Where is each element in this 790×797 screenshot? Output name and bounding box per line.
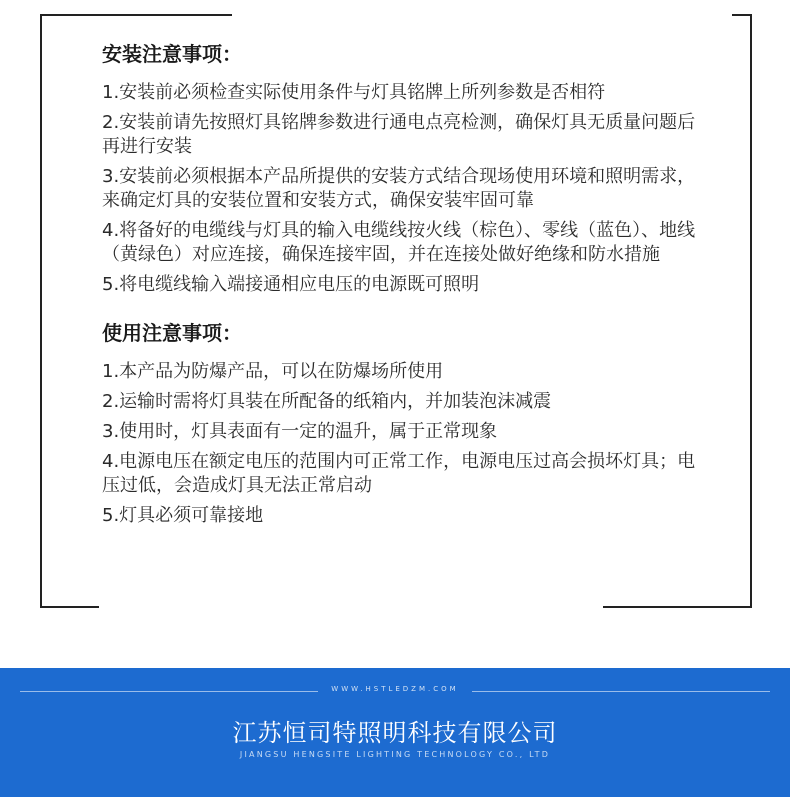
install-item-2: 2.安装前请先按照灯具铭牌参数进行通电点亮检测，确保灯具无质量问题后再进行安装 — [102, 112, 696, 157]
frame-top-right — [732, 14, 752, 16]
usage-item-1: 1.本产品为防爆产品，可以在防爆场所使用 — [102, 361, 444, 382]
usage-item-2: 2.运输时需将灯具装在所配备的纸箱内，并加装泡沫减震 — [102, 391, 552, 412]
company-name-cn: 江苏恒司特照明科技有限公司 — [232, 719, 558, 747]
usage-item-5: 5.灯具必须可靠接地 — [102, 505, 264, 526]
install-item-3: 3.安装前必须根据本产品所提供的安装方式结合现场使用环境和照明需求，来确定灯具的安装位置和安装方式，确保安装牢固可靠 — [102, 166, 696, 211]
company-name-en: JIANGSU HENGSITE LIGHTING TECHNOLOGY CO., LTD — [239, 750, 551, 759]
install-item-4: 4.将备好的电缆线与灯具的输入电缆线按火线（棕色）、零线（蓝色）、地线（黄绿色）对应连接，确保连接牢固，并在连接处做好绝缘和防水措施 — [102, 220, 696, 265]
install-item-1: 1.安装前必须检查实际使用条件与灯具铭牌上所列参数是否相符 — [102, 82, 606, 103]
usage-item-3: 3.使用时，灯具表面有一定的温升，属于正常现象 — [102, 421, 498, 442]
frame-bottom-right — [603, 606, 752, 608]
usage-list — [102, 360, 702, 528]
frame-left — [40, 14, 42, 608]
install-item-5: 5.将电缆线输入端接通相应电压的电源既可照明 — [102, 274, 480, 295]
frame-top-left — [40, 14, 232, 16]
install-section-title: 安装注意事项： — [102, 42, 242, 66]
install-list — [102, 81, 702, 297]
frame-bottom-left — [40, 606, 99, 608]
usage-item-4: 4.电源电压在额定电压的范围内可正常工作，电源电压过高会损坏灯具；电压过低，会造成灯具无法正常启动 — [102, 451, 696, 496]
website-url: WWW.HSTLEDZM.COM — [331, 685, 459, 693]
usage-section-title: 使用注意事项： — [102, 321, 242, 345]
frame-right — [750, 14, 752, 608]
notice-content — [102, 40, 702, 528]
footer-banner — [0, 668, 790, 797]
